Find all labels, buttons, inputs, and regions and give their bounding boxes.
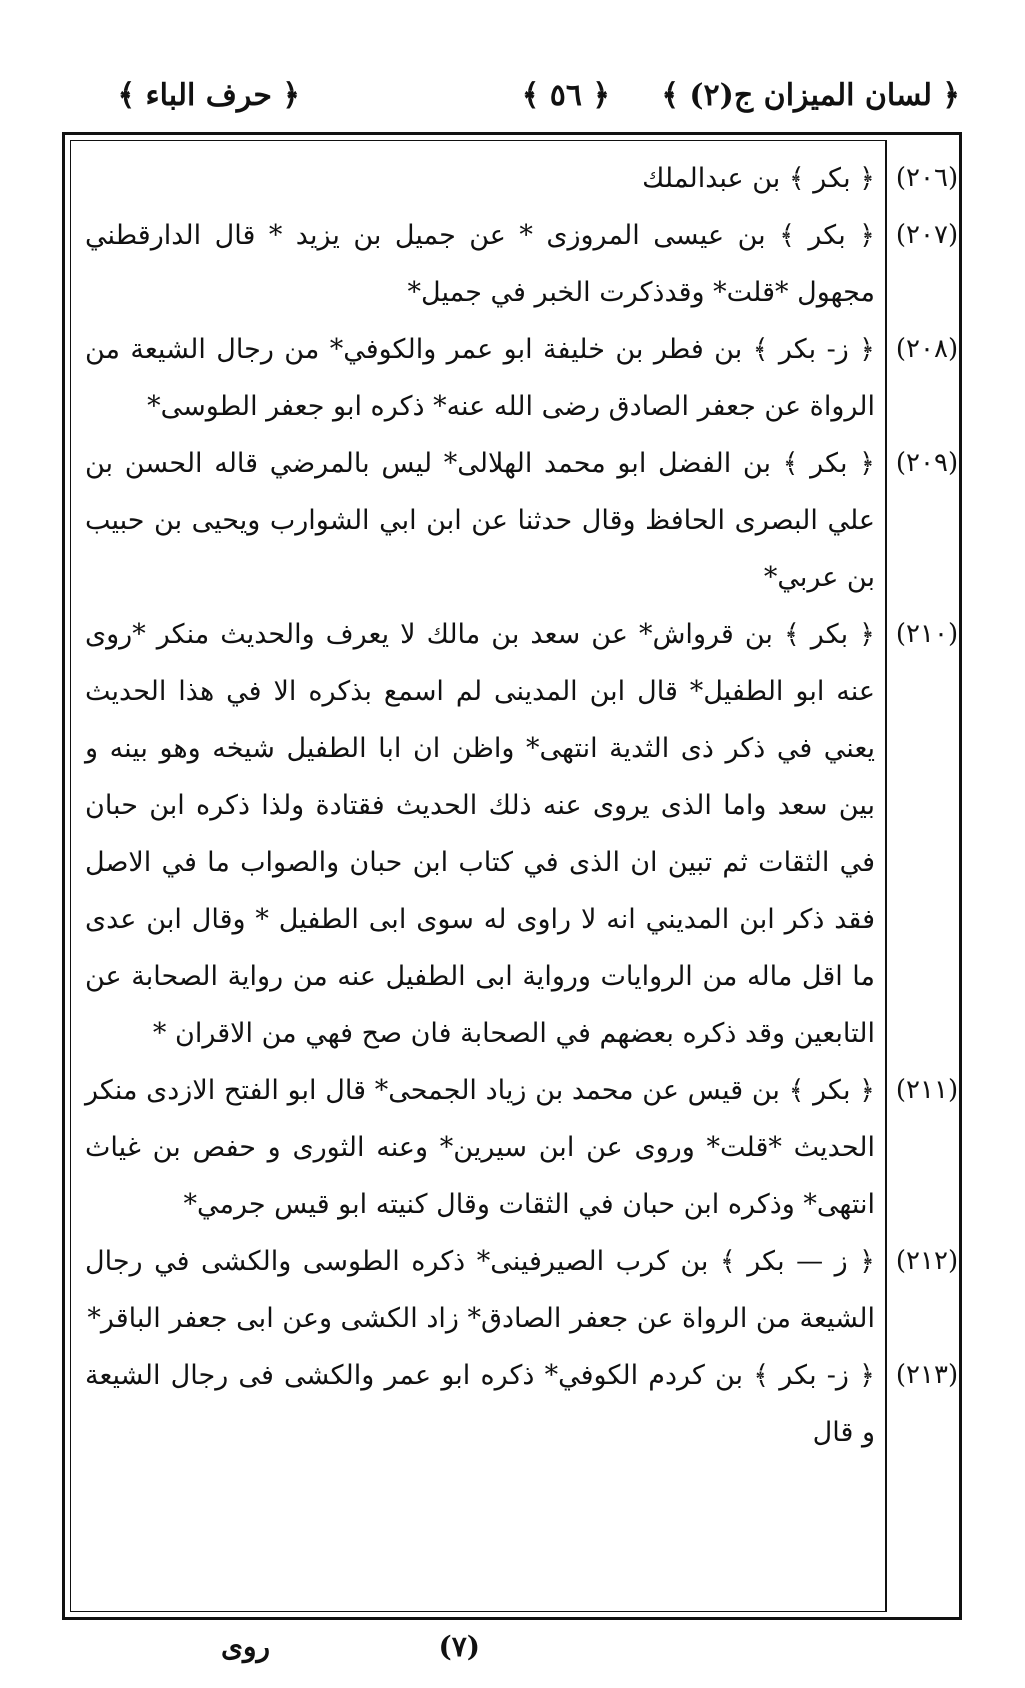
entry-number: (٢١٣) — [895, 1360, 959, 1390]
entry — [85, 321, 959, 435]
signature-marker: (٧) — [438, 1630, 480, 1663]
entry-text: ﴿ بكر ﴾ بن قيس عن محمد بن زياد الجمحى* قال ابو الفتح الازدى منكر الحديث *قلت* وروى عن ابن سيرين* وعنه الثورى و حفص بن غياث انتهى* وذكره ابن حبان في الثقات وقال كنيته ابو قيس جرمي* — [85, 1075, 875, 1220]
entry-number: (٢١٠) — [895, 619, 959, 649]
entry-text: ﴿ ز- بكر ﴾ بن كردم الكوفي* ذكره ابو عمر والكشى فى رجال الشيعة و قال — [85, 1360, 875, 1448]
entry-number: (٢٠٦) — [895, 163, 959, 193]
entry-text: ﴿ بكر ﴾ بن الفضل ابو محمد الهلالى* ليس بالمرضي قاله الحسن بن علي البصرى الحافظ وقال حدثنا عن ابن ابي الشوارب ويحيى بن حبيب بن عربي* — [85, 448, 875, 593]
entry — [85, 1062, 959, 1233]
entry-number: (٢١٢) — [895, 1246, 959, 1276]
book-title: ﴿ لسان الميزان ج(٢) ﴾ — [661, 78, 960, 113]
entry — [85, 435, 959, 606]
entry-number: (٢٠٧) — [895, 220, 959, 250]
entry — [85, 1233, 959, 1347]
entry-number: (٢٠٨) — [895, 334, 959, 364]
entry-text: ﴿ بكر ﴾ بن قرواش* عن سعد بن مالك لا يعرف والحديث منكر *روى عنه ابو الطفيل* قال ابن المدينى لم اسمع بذكره الا في هذا الحديث يعني في ذكر ذى الثدية انتهى* واظن ان ابا الطفيل شيخه وهو بينه و بين سعد واما الذى يروى عنه ذلك الحديث فقتادة ولذا ذكره ابن حبان في الثقات ثم تبين ان الذى في كتاب ابن حبان والصواب ما في الاصل فقد ذكر ابن المديني انه لا راوى له سوى ابى الطفيل * وقال ابن عدى ما اقل ماله من الروايات ورواية ابى الطفيل عنه من رواية الصحابة عن التابعين وقد ذكره بعضهم في الصحابة فان صح فهي من الاقران * — [85, 619, 875, 1049]
entry-number: (٢١١) — [895, 1075, 959, 1105]
page-number: ﴿ ٥٦ ﴾ — [521, 78, 610, 113]
entry-text: ﴿ ز — بكر ﴾ بن كرب الصيرفينى* ذكره الطوسى والكشى في رجال الشيعة من الرواة عن جعفر الصادق* زاد الكشى وعن ابى جعفر الباقر* — [85, 1246, 875, 1334]
catchword: روى — [221, 1630, 270, 1663]
section-title: ﴿ حرف الباء ﴾ — [117, 78, 300, 113]
page-header — [80, 78, 960, 128]
entry — [85, 606, 959, 1062]
entry-text: ﴿ بكر ﴾ بن عبدالملك — [642, 163, 875, 194]
entry-text: ﴿ ز- بكر ﴾ بن فطر بن خليفة ابو عمر والكوفي* من رجال الشيعة من الرواة عن جعفر الصادق رضى الله عنه* ذكره ابو جعفر الطوسى* — [85, 334, 875, 422]
entry — [85, 150, 959, 207]
entries-body — [85, 150, 959, 1461]
page-footer — [100, 1630, 900, 1670]
entry-number: (٢٠٩) — [895, 448, 959, 478]
entry-text: ﴿ بكر ﴾ بن عيسى المروزى * عن جميل بن يزيد * قال الدارقطني مجهول *قلت* وقدذكرت الخبر في جميل* — [85, 220, 875, 308]
entry — [85, 207, 959, 321]
entry — [85, 1347, 959, 1461]
